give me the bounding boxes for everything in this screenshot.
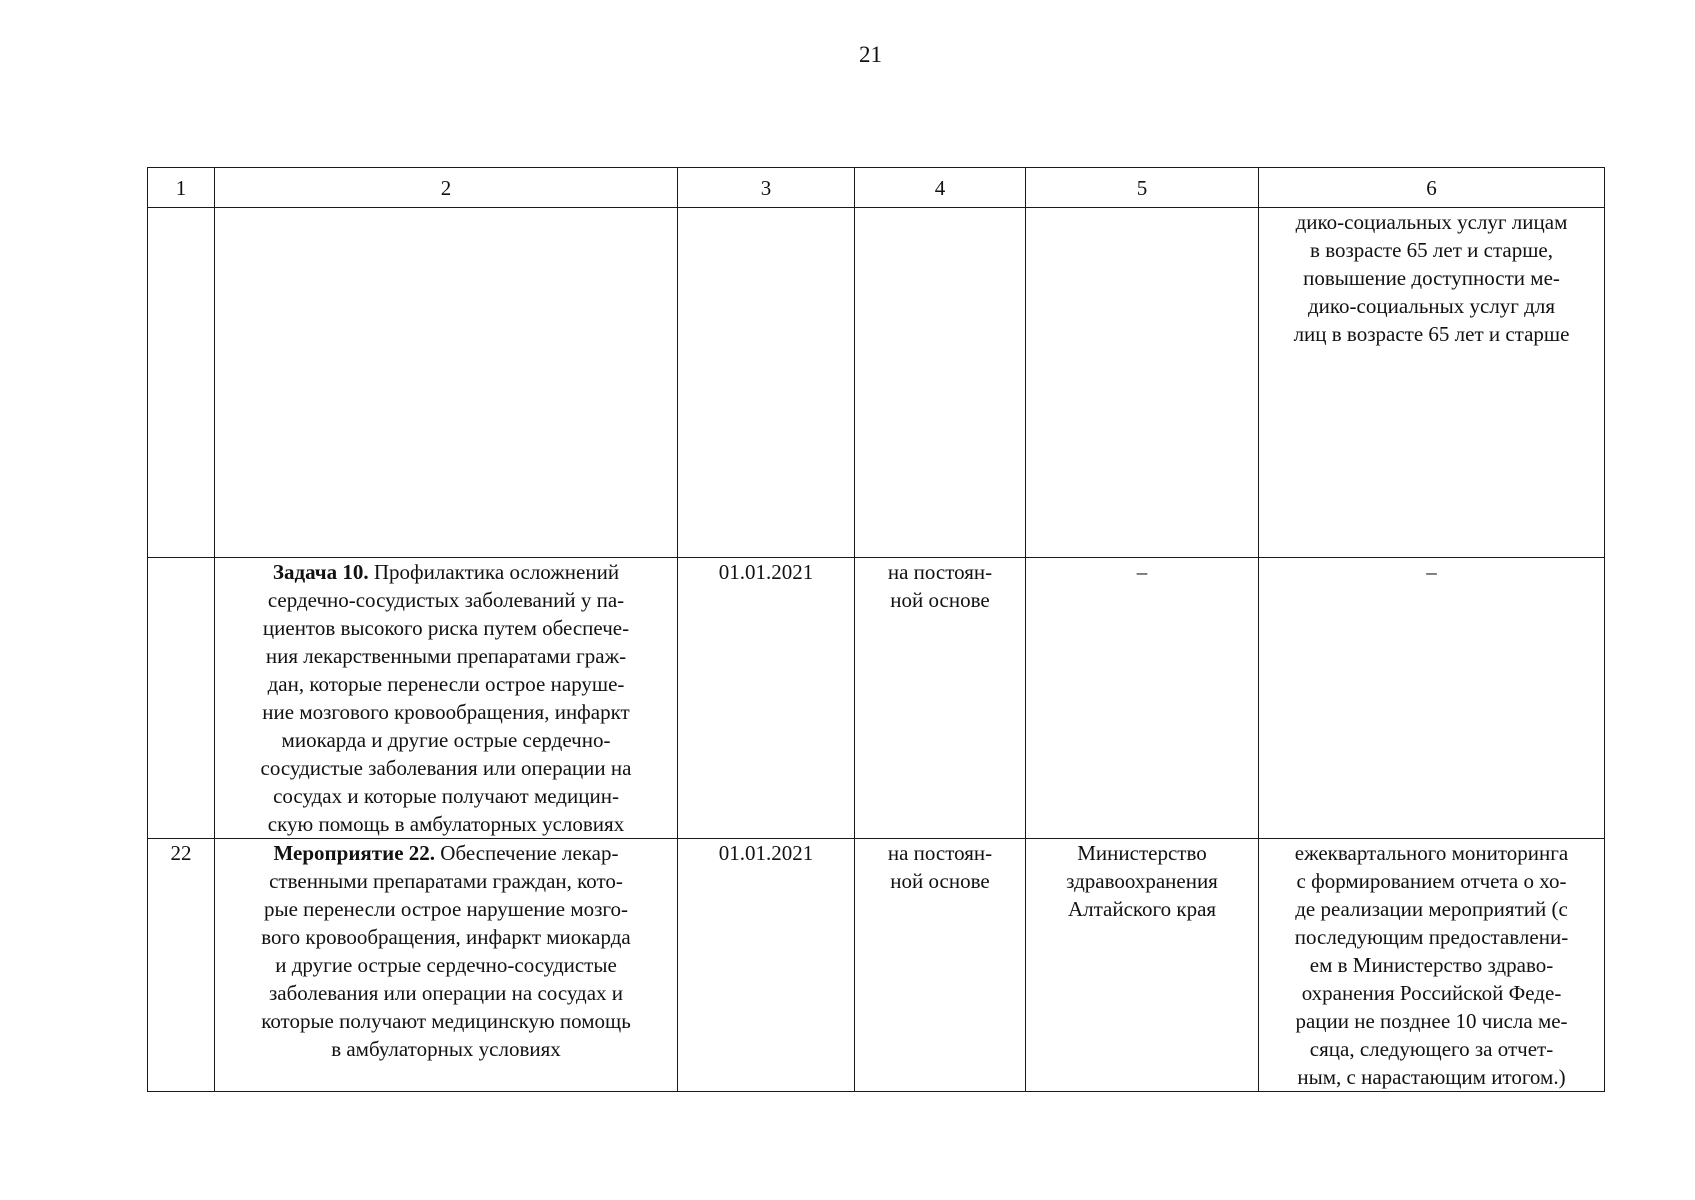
- task-title: Задача 10.: [272, 560, 369, 584]
- text-line: дико-социальных услуг для: [1308, 294, 1555, 318]
- table-row-continuation: [148, 208, 1605, 558]
- text-line: повышение доступности ме-: [1303, 266, 1560, 290]
- table-row-task: [148, 558, 1605, 839]
- text-line: ния лекарственными препаратами граж-: [265, 644, 627, 668]
- text-line: рые перенесли острое нарушение мозго-: [263, 897, 629, 921]
- text-line: на постоян-: [887, 560, 993, 584]
- text-line: с формированием отчета о хо-: [1296, 869, 1567, 893]
- text-line: миокарда и другие острые сердечно-: [281, 728, 611, 752]
- text-line: дан, которые перенесли острое наруше-: [267, 672, 625, 696]
- page-number: 21: [859, 42, 882, 67]
- text-line: ной основе: [890, 588, 990, 612]
- cell-number: [148, 558, 215, 839]
- cell-period: [855, 208, 1026, 558]
- cell-period: [855, 839, 1026, 1092]
- event-title: Мероприятие 22.: [273, 841, 436, 865]
- text-line: Алтайского края: [1067, 897, 1217, 921]
- text-line: ежеквартального мониторинга: [1294, 841, 1569, 865]
- text-line: ным, с нарастающим итогом.): [1297, 1065, 1566, 1089]
- text-line: в возрасте 65 лет и старше,: [1310, 238, 1553, 262]
- cell-description: [215, 208, 678, 558]
- text-line: циентов высокого риска путем обеспече-: [262, 616, 630, 640]
- header-cell: 5: [1026, 168, 1259, 208]
- text-line: сосудистые заболевания или операции на: [260, 756, 632, 780]
- cell-number: 22: [148, 839, 215, 1092]
- cell-period: [855, 558, 1026, 839]
- text-line: в амбулаторных условиях: [331, 1037, 561, 1061]
- text-line: ние мозгового кровообращения, инфаркт: [262, 700, 630, 724]
- text-line: на постоян-: [887, 841, 993, 865]
- text-line: которые получают медицинскую помощь: [261, 1009, 631, 1033]
- text-line: здравоохранения: [1066, 869, 1218, 893]
- cell-responsible: [1026, 839, 1259, 1092]
- text-line: вого кровообращения, инфаркт миокарда: [261, 925, 631, 949]
- header-cell: 4: [855, 168, 1026, 208]
- text-line: Министерство: [1077, 841, 1207, 865]
- task-text: Профилактика осложнений: [368, 560, 620, 584]
- text-line: ной основе: [890, 869, 990, 893]
- header-cell: 6: [1259, 168, 1605, 208]
- text-line: охранения Российской Феде-: [1301, 981, 1562, 1005]
- text-line: сяца, следующего за отчет-: [1309, 1037, 1554, 1061]
- plan-table: [147, 167, 1605, 1092]
- text-line: ственными препаратами граждан, кото-: [269, 869, 623, 893]
- cell-number: [148, 208, 215, 558]
- text-line: дико-социальных услуг лицам: [1295, 210, 1568, 234]
- text-line: и другие острые сердечно-сосудистые: [275, 953, 617, 977]
- text-line: сосудах и которые получают медицин-: [273, 784, 619, 808]
- cell-start-date: [678, 208, 855, 558]
- text-line: рации не позднее 10 числа ме-: [1295, 1009, 1568, 1033]
- text-line: [223, 558, 669, 586]
- text-line: де реализации мероприятий (с: [1295, 897, 1568, 921]
- cell-start-date: 01.01.2021: [678, 839, 855, 1092]
- cell-result: [1259, 839, 1605, 1092]
- header-cell: 1: [148, 168, 215, 208]
- cell-responsible: [1026, 208, 1259, 558]
- text-line: лиц в возрасте 65 лет и старше: [1293, 322, 1570, 346]
- header-cell: 3: [678, 168, 855, 208]
- table-row-event: [148, 839, 1605, 1092]
- event-text: Обеспечение лекар-: [435, 841, 619, 865]
- table-header-row: [148, 168, 1605, 208]
- text-line: заболевания или операции на сосудах и: [268, 981, 624, 1005]
- text-line: последующим предоставлени-: [1294, 925, 1569, 949]
- text-line: скую помощь в амбулаторных условиях: [267, 812, 625, 836]
- header-cell: 2: [215, 168, 678, 208]
- cell-result: [1259, 208, 1605, 558]
- text-line: ем в Министерство здраво-: [1309, 953, 1554, 977]
- cell-responsible: –: [1026, 558, 1259, 839]
- cell-result: –: [1259, 558, 1605, 839]
- cell-start-date: 01.01.2021: [678, 558, 855, 839]
- text-line: сердечно-сосудистых заболеваний у па-: [267, 588, 625, 612]
- text-line: [223, 839, 669, 867]
- cell-description: [215, 839, 678, 1092]
- cell-description: [215, 558, 678, 839]
